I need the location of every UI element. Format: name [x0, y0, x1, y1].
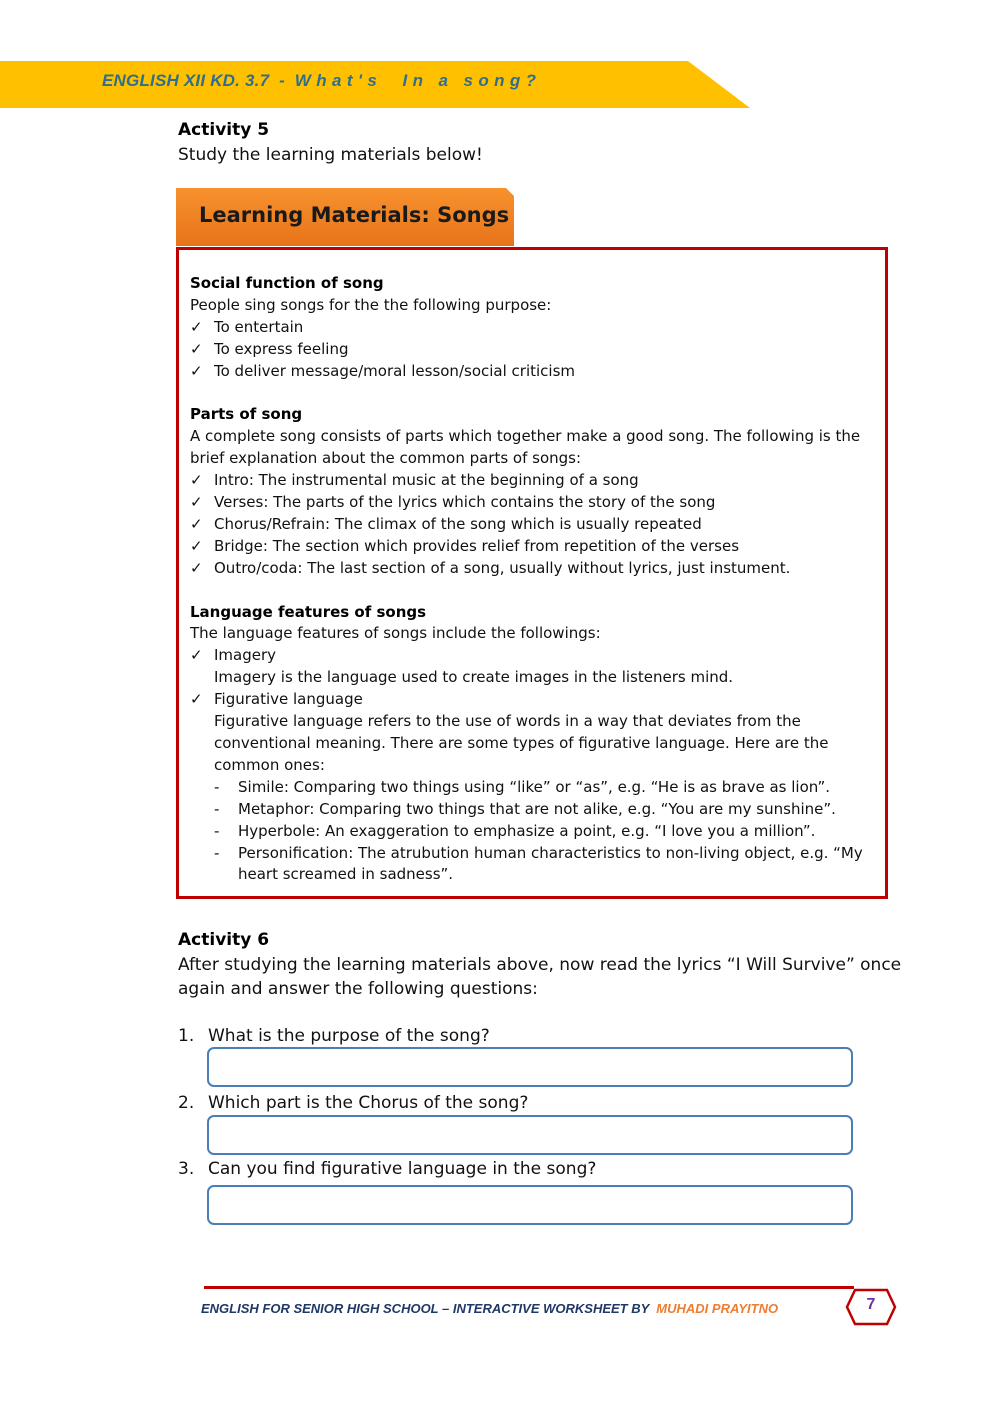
social-function-title: Social function of song — [190, 274, 384, 292]
parts-of-song-intro-line-2: brief explanation about the common parts of songs: — [190, 449, 582, 468]
footer-author: MUHADI PRAYITNO — [656, 1301, 779, 1316]
dash-bullet: - — [214, 777, 220, 796]
list-item: ✓ To express feeling — [190, 339, 870, 361]
checkmark-icon: ✓ — [190, 690, 203, 709]
figurative-description-line-1: Figurative language refers to the use of words in a way that deviates from the — [214, 712, 801, 731]
list-item-continuation: heart screamed in sadness”. — [238, 865, 454, 884]
checkmark-icon: ✓ — [190, 558, 203, 577]
answer-input-3[interactable] — [207, 1185, 853, 1225]
list-item: - Metaphor: Comparing two things that are not alike, e.g. “You are my sunshine”. — [190, 799, 870, 821]
learning-materials-title: Learning Materials: Songs — [199, 203, 510, 227]
list-item: ✓ Outro/coda: The last section of a song, usually without lyrics, just instument. — [190, 558, 870, 580]
learning-materials-content — [190, 273, 870, 886]
dash-bullet: - — [214, 821, 220, 840]
dash-bullet: - — [214, 843, 220, 862]
header-title: ENGLISH XII KD. 3.7 - What's In a song? — [102, 71, 542, 90]
checkmark-icon: ✓ — [190, 361, 203, 380]
checkmark-icon: ✓ — [190, 514, 203, 533]
checkmark-icon: ✓ — [190, 339, 203, 358]
list-item: ✓ Bridge: The section which provides relief from repetition of the verses — [190, 536, 870, 558]
page-number: 7 — [866, 1296, 876, 1313]
list-item: ✓ Verses: The parts of the lyrics which contains the story of the song — [190, 492, 870, 514]
parts-of-song-title: Parts of song — [190, 405, 303, 424]
list-item: - Simile: Comparing two things using “like” or “as”, e.g. “He is as brave as lion”. — [190, 777, 870, 799]
activity-6-instruction-line-2: again and answer the following questions: — [178, 979, 538, 999]
activity-6-heading: Activity 6 — [178, 930, 270, 950]
list-item: ✓ Imagery — [190, 645, 870, 667]
question-2: 2. Which part is the Chorus of the song? — [178, 1093, 529, 1113]
list-item: ✓ To entertain — [190, 317, 870, 339]
language-features-title: Language features of songs — [190, 602, 427, 621]
checkmark-icon: ✓ — [190, 471, 203, 490]
social-function-intro: People sing songs for the the following purpose: — [190, 295, 552, 314]
list-item: ✓ Chorus/Refrain: The climax of the song which is usually repeated — [190, 514, 870, 536]
figurative-description-line-2: conventional meaning. There are some types of figurative language. Here are the — [214, 734, 829, 752]
list-item: - Personification: The atrubution human characteristics to non-living object, e.g. “My — [190, 843, 870, 865]
figurative-description-line-3: common ones: — [214, 755, 325, 774]
activity-5-heading: Activity 5 — [178, 120, 270, 140]
checkmark-icon: ✓ — [190, 493, 203, 512]
language-features-intro: The language features of songs include the followings: — [190, 624, 601, 643]
list-item: - Hyperbole: An exaggeration to emphasize a point, e.g. “I love you a million”. — [190, 821, 870, 843]
checkmark-icon: ✓ — [190, 317, 203, 336]
checkmark-icon: ✓ — [190, 646, 203, 665]
answer-input-2[interactable] — [207, 1115, 853, 1155]
list-item: ✓ Intro: The instrumental music at the beginning of a song — [190, 470, 870, 492]
activity-5-instruction: Study the learning materials below! — [178, 145, 483, 165]
dash-bullet: - — [214, 799, 220, 818]
question-3: 3. Can you find figurative language in the song? — [178, 1159, 597, 1179]
checkmark-icon: ✓ — [190, 536, 203, 555]
activity-6-instruction-line-1: After studying the learning materials above, now read the lyrics “I Will Survive” once — [178, 955, 902, 975]
footer-divider — [204, 1286, 854, 1289]
answer-input-1[interactable] — [207, 1047, 853, 1087]
list-item: ✓ To deliver message/moral lesson/social criticism — [190, 361, 870, 383]
footer-text: ENGLISH FOR SENIOR HIGH SCHOOL – INTERACTIVE WORKSHEET BY MUHADI PRAYITNO — [201, 1301, 779, 1316]
imagery-description: Imagery is the language used to create images in the listeners mind. — [214, 668, 734, 687]
list-item: ✓ Figurative language — [190, 689, 870, 711]
question-1: 1. What is the purpose of the song? — [178, 1026, 490, 1046]
parts-of-song-intro-line-1: A complete song consists of parts which together make a good song. The following is the — [190, 427, 861, 446]
